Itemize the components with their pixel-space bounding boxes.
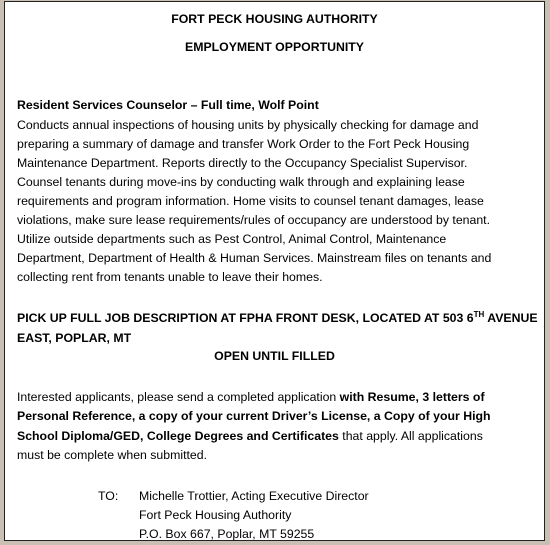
pickup-instructions: PICK UP FULL JOB DESCRIPTION AT FPHA FRONT DESK, LOCATED AT 503 6TH AVENUE [17, 310, 538, 325]
description-line: collecting rent from tenants unable to leave their homes. [17, 270, 323, 284]
recipient-line: Fort Peck Housing Authority [139, 508, 292, 522]
application-line: Personal Reference, a copy of your current Driver’s License, a Copy of your High [17, 409, 491, 423]
open-until-filled: OPEN UNTIL FILLED [214, 349, 335, 363]
job-posting-document [4, 1, 545, 541]
description-line: Department, Department of Health & Human Services. Mainstream files on tenants and [17, 251, 492, 265]
description-line: Utilize outside departments such as Pest Control, Animal Control, Maintenance [17, 232, 447, 246]
pickup-location: EAST, POPLAR, MT [17, 331, 132, 345]
recipient-line: Michelle Trottier, Acting Executive Director [139, 489, 369, 503]
recipient-line: P.O. Box 667, Poplar, MT 59255 [139, 527, 315, 541]
to-label: TO: [98, 489, 119, 503]
application-line: School Diploma/GED, College Degrees and Certificates that apply. All applications [17, 429, 483, 443]
description-line: Counsel tenants during move-ins by conducting walk through and explaining lease [17, 175, 465, 189]
description-line: Conducts annual inspections of housing units by physically checking for damage and [17, 118, 479, 132]
description-line: Maintenance Department. Reports directly to the Occupancy Specialist Supervisor. [17, 156, 468, 170]
description-line: preparing a summary of damage and transfer Work Order to the Fort Peck Housing [17, 137, 470, 151]
application-line: Interested applicants, please send a completed application with Resume, 3 letters of [17, 390, 485, 404]
description-line: requirements and program information. Home visits to counsel tenant damages, lease [17, 194, 484, 208]
application-line: must be complete when submitted. [17, 448, 208, 462]
document-title: EMPLOYMENT OPPORTUNITY [185, 40, 364, 54]
organization-name: FORT PECK HOUSING AUTHORITY [171, 12, 378, 26]
description-line: violations, make sure lease requirements/rules of occupancy are understood by tenant. [17, 213, 491, 227]
position-heading: Resident Services Counselor – Full time, Wolf Point [17, 98, 319, 112]
